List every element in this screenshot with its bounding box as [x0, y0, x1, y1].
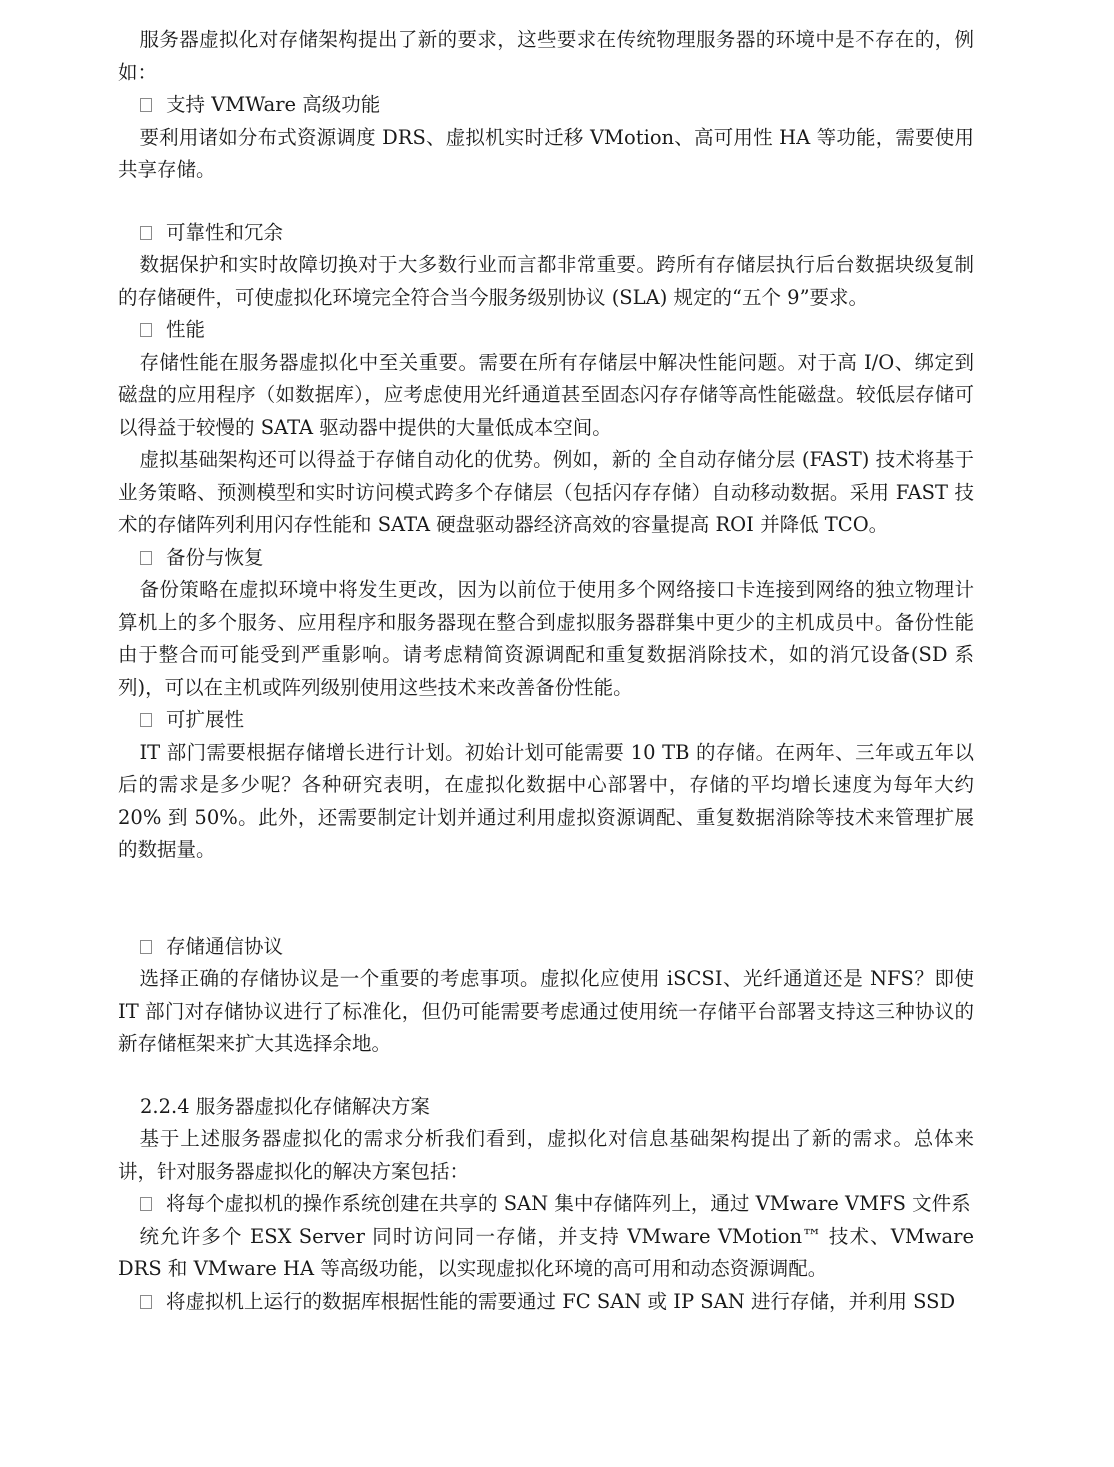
bullet-text: 将每个虚拟机的操作系统创建在共享的 SAN 集中存储阵列上，通过 VMware VMFS 文件系: [166, 1192, 971, 1215]
paragraph-scalability: IT 部门需要根据存储增长进行计划。初始计划可能需要 10 TB 的存储。在两年、三年或五年以后的需求是多少呢？各种研究表明，在虚拟化数据中心部署中，存储的平均增长速度为每年大约 20% 到 50%。此外，还需要制定计划并通过利用虚拟资源调配、重复数据消除等技术来管理扩展的数据量。: [118, 740, 974, 861]
bullet-database-storage: [118, 1286, 974, 1319]
paragraph-backup: 备份策略在虚拟环境中将发生更改，因为以前位于使用多个网络接口卡连接到网络的独立物理计算机上的多个服务、应用程序和服务器现在整合到虚拟服务器群集中更少的主机成员中。备份性能由于整合而可能受到严重影响。请考虑精简资源调配和重复数据消除技术，如的消冗设备(SD 系列)，可以在主机或阵列级别使用这些技术来改善备份性能。: [118, 578, 974, 699]
paragraph-performance: 存储性能在服务器虚拟化中至关重要。需要在所有存储层中解决性能问题。对于高 I/O、绑定到磁盘的应用程序（如数据库），应考虑使用光纤通道甚至固态闪存存储等高性能磁盘。较低层存储可以得益于较慢的 SATA 驱动器中提供的大量低成本空间。: [118, 350, 974, 439]
bullet-backup: [118, 542, 974, 575]
bullet-protocols: [118, 931, 974, 964]
checkbox-icon: [140, 98, 152, 112]
document-page: [118, 24, 974, 1318]
bullet-text: 性能: [166, 318, 206, 341]
bullet-text: 将虚拟机上运行的数据库根据性能的需要通过 FC SAN 或 IP SAN 进行存储，并利用 SSD: [166, 1289, 956, 1313]
paragraph-esx: 统允许多个 ESX Server 同时访问同一存储，并支持 VMware VMotion™ 技术、VMware DRS 和 VMware HA 等高级功能，以实现虚拟化环境的高可用和动态资源调配。: [118, 1224, 974, 1280]
bullet-reliability: [118, 217, 974, 250]
paragraph-reliability: 数据保护和实时故障切换对于大多数行业而言都非常重要。跨所有存储层执行后台数据块级复制的存储硬件，可使虚拟化环境完全符合当今服务级别协议 (SLA) 规定的“五个 9”要求。: [118, 253, 974, 309]
paragraph-shared-storage: 要利用诸如分布式资源调度 DRS、虚拟机实时迁移 VMotion、高可用性 HA 等功能，需要使用共享存储。: [118, 125, 974, 181]
section-heading: 2.2.4 服务器虚拟化存储解决方案: [140, 1094, 430, 1118]
bullet-text: 备份与恢复: [166, 545, 264, 569]
bullet-text: 存储通信协议: [166, 934, 284, 958]
paragraph-intro: 服务器虚拟化对存储架构提出了新的要求，这些要求在传统物理服务器的环境中是不存在的，例如：: [118, 28, 974, 84]
paragraph-automation: 虚拟基础架构还可以得益于存储自动化的优势。例如，新的 全自动存储分层 (FAST) 技术将基于业务策略、预测模型和实时访问模式跨多个存储层（包括闪存存储）自动移动数据。采用 FAST 技术的存储阵列利用闪存性能和 SATA 硬盘驱动器经济高效的容量提高 ROI 并降低 TCO。: [118, 448, 974, 536]
checkbox-icon: [140, 226, 152, 240]
bullet-text: 支持 VMWare 高级功能: [166, 93, 381, 116]
checkbox-icon: [140, 940, 152, 954]
bullet-text: 可扩展性: [166, 708, 245, 731]
checkbox-icon: [140, 323, 152, 337]
paragraph-solutions: 基于上述服务器虚拟化的需求分析我们看到，虚拟化对信息基础架构提出了新的需求。总体来讲，针对服务器虚拟化的解决方案包括：: [118, 1127, 974, 1183]
bullet-vmfs: [118, 1188, 974, 1221]
checkbox-icon: [140, 713, 152, 727]
bullet-vmware-features: [118, 89, 974, 122]
bullet-performance: [118, 314, 974, 347]
bullet-scalability: [118, 704, 974, 737]
checkbox-icon: [140, 1295, 152, 1309]
checkbox-icon: [140, 551, 152, 565]
bullet-text: 可靠性和冗余: [166, 220, 284, 244]
checkbox-icon: [140, 1197, 152, 1211]
paragraph-protocols: 选择正确的存储协议是一个重要的考虑事项。虚拟化应使用 iSCSI、光纤通道还是 NFS？即使 IT 部门对存储协议进行了标准化，但仍可能需要考虑通过使用统一存储平台部署支持这三种协议的新存储框架来扩大其选择余地。: [118, 967, 974, 1055]
